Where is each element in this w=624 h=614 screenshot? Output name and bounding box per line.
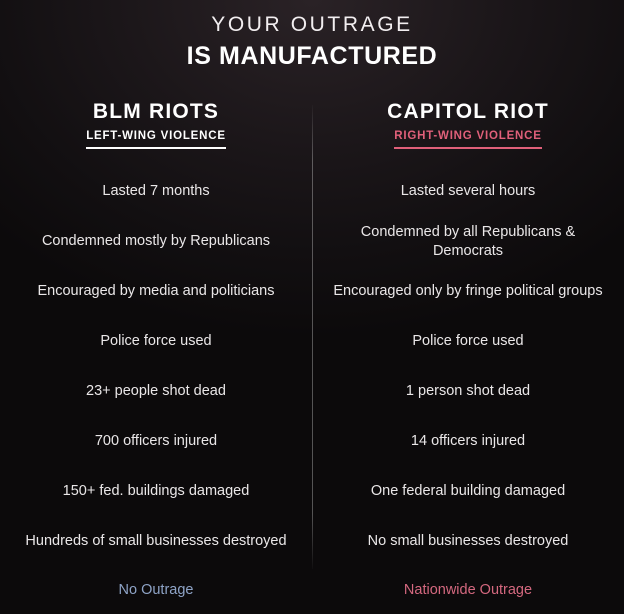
- list-item: One federal building damaged: [370, 483, 566, 500]
- list-item: Lasted 7 months: [102, 183, 210, 200]
- list-item: 700 officers injured: [94, 433, 218, 450]
- list-item: Hundreds of small businesses destroyed: [25, 533, 287, 550]
- left-column-title: BLM RIOTS: [92, 99, 220, 123]
- list-item: 14 officers injured: [410, 433, 526, 450]
- comparison-columns: [0, 99, 624, 603]
- right-column: [312, 99, 624, 603]
- right-column-rows: [328, 167, 608, 567]
- left-column-footer: No Outrage: [118, 581, 194, 598]
- list-item: 23+ people shot dead: [86, 383, 226, 400]
- list-item: Police force used: [412, 333, 524, 350]
- list-item: 1 person shot dead: [405, 383, 531, 400]
- poster-title-line2: IS MANUFACTURED: [186, 42, 438, 71]
- right-column-footer: Nationwide Outrage: [403, 581, 533, 598]
- left-column-rows: [16, 167, 296, 567]
- list-item: No small businesses destroyed: [367, 533, 569, 550]
- right-column-title: CAPITOL RIOT: [387, 99, 549, 123]
- list-item: 150+ fed. buildings damaged: [62, 483, 250, 500]
- left-column-subtitle: LEFT-WING VIOLENCE: [86, 130, 226, 149]
- poster-header: [0, 0, 624, 73]
- right-column-subtitle: RIGHT-WING VIOLENCE: [394, 130, 541, 149]
- list-item: Encouraged by media and politicians: [37, 283, 275, 300]
- list-item: Condemned mostly by Republicans: [41, 233, 271, 250]
- list-item: Lasted several hours: [400, 183, 536, 200]
- list-item: Encouraged only by fringe political groups: [333, 283, 603, 300]
- list-item: Police force used: [100, 333, 212, 350]
- list-item: Condemned by all Republicans & Democrats: [360, 223, 576, 259]
- column-divider: [312, 105, 313, 569]
- poster-title-line1: YOUR OUTRAGE: [211, 13, 413, 36]
- left-column: [0, 99, 312, 603]
